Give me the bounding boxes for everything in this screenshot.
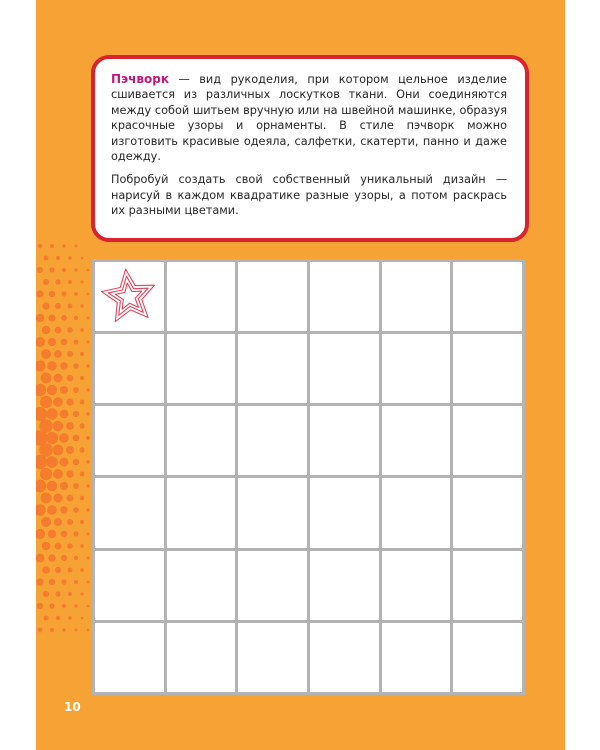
grid-cell[interactable]: [382, 478, 451, 547]
grid-cell[interactable]: [453, 551, 522, 620]
grid-cell[interactable]: [310, 551, 379, 620]
grid-cell[interactable]: [453, 262, 522, 331]
grid-cell[interactable]: [382, 262, 451, 331]
grid-cell[interactable]: [238, 406, 307, 475]
grid-cell[interactable]: [167, 623, 236, 692]
grid-cell[interactable]: [238, 551, 307, 620]
task-paragraph: Побробуй создать свой собственный уникальный дизайн — нарисуй в каждом квадратике разные узоры, а потом раскрась их разными цветами.: [111, 173, 507, 218]
grid-cell[interactable]: [310, 262, 379, 331]
grid-cell[interactable]: [238, 623, 307, 692]
grid-cell[interactable]: [310, 478, 379, 547]
grid-cell[interactable]: [382, 334, 451, 403]
grid-cell[interactable]: [238, 334, 307, 403]
grid-cell[interactable]: [95, 406, 164, 475]
grid-cell[interactable]: [382, 406, 451, 475]
page-number: 10: [64, 700, 81, 714]
grid-cell[interactable]: [95, 623, 164, 692]
definition-text: — вид рукоделия, при котором цельное изделие сшивается из различных лоскутков ткани. Они соединяются между собой шитьем вручную или на швейной машинке, образуя красочные узоры и орнаменты. В стиле пэчворк можно изготовить красивые одеяла, салфетки, скатерти, панно и даже одежду.: [111, 73, 507, 164]
grid-cell[interactable]: [167, 478, 236, 547]
grid-cell[interactable]: [382, 623, 451, 692]
grid-cell[interactable]: [95, 551, 164, 620]
instruction-card: [91, 55, 529, 242]
grid-cell[interactable]: [310, 406, 379, 475]
grid-cell[interactable]: [310, 623, 379, 692]
grid-cell[interactable]: [167, 406, 236, 475]
star-outline-icon: [98, 263, 162, 327]
grid-cell[interactable]: [382, 551, 451, 620]
grid-cell[interactable]: [95, 334, 164, 403]
grid-cell[interactable]: [453, 406, 522, 475]
grid-cell[interactable]: [167, 551, 236, 620]
term-patchwork: Пэчворк: [111, 72, 169, 86]
grid-cell[interactable]: [95, 478, 164, 547]
grid-cell[interactable]: [238, 262, 307, 331]
grid-cell[interactable]: [238, 478, 307, 547]
workbook-page: [36, 0, 565, 750]
grid-cell[interactable]: [167, 334, 236, 403]
grid-cell[interactable]: [167, 262, 236, 331]
grid-cell[interactable]: [453, 478, 522, 547]
grid-cell[interactable]: [95, 262, 164, 331]
grid-cell[interactable]: [453, 623, 522, 692]
patchwork-grid: [92, 259, 525, 695]
definition-paragraph: [111, 72, 507, 164]
grid-cell[interactable]: [310, 334, 379, 403]
grid-cell[interactable]: [453, 334, 522, 403]
